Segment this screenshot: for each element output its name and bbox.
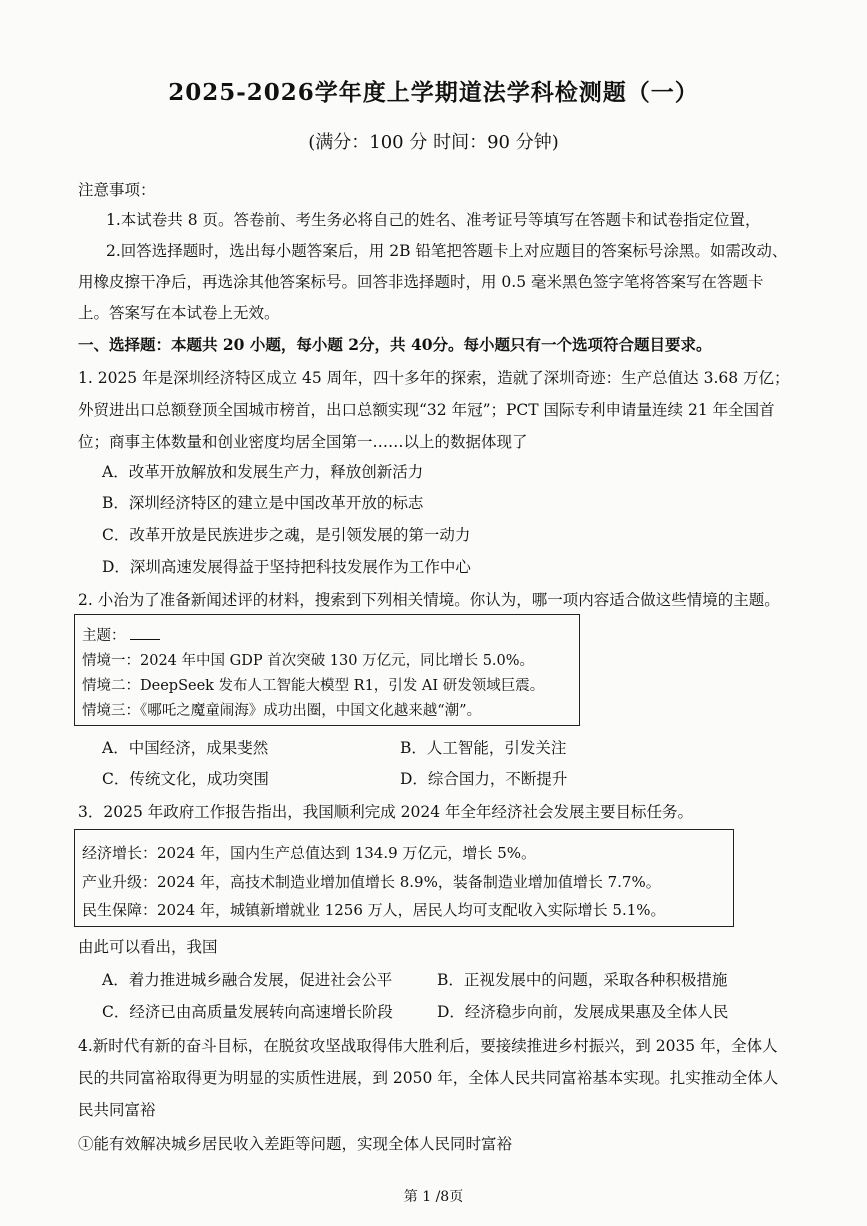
notice-item-2-line-1: 2.回答选择题时，选出每小题答案后，用 2B 铅笔把答题卡上对应题目的答案标号涂黑。如需改动、	[106, 242, 788, 260]
q4-stem-line-2: 民的共同富裕取得更为明显的实质性进展，到 2050 年，全体人民共同富裕基本实现。扎实推动全体人	[78, 1069, 779, 1087]
q2-stem: 2. 小治为了准备新闻述评的材料，搜索到下列相关情境。你认为，哪一项内容适合做这些情境的主题。	[78, 591, 780, 609]
q4-stem-line-3: 民共同富裕	[78, 1101, 156, 1119]
q1-option-a: A．改革开放解放和发展生产力，释放创新活力	[102, 463, 424, 481]
notice-item-2-line-2: 用橡皮擦干净后，再选涂其他答案标号。回答非选择题时，用 0.5 毫米黑色签字笔将答案写在答题卡	[78, 273, 764, 291]
q3-option-a: A．着力推进城乡融合发展，促进社会公平	[102, 971, 393, 989]
q3-tail: 由此可以看出，我国	[78, 938, 218, 956]
q4-stem-line-1: 4.新时代有新的奋斗目标，在脱贫攻坚战取得伟大胜利后，要接续推进乡村振兴，到 2035 年，全体人	[78, 1037, 778, 1055]
q2-option-d: D．综合国力，不断提升	[400, 770, 568, 788]
q3-data-box	[74, 829, 734, 927]
q1-option-b: B．深圳经济特区的建立是中国改革开放的标志	[102, 494, 424, 512]
q3-industrial-upgrade: 产业升级：2024 年，高技术制造业增加值增长 8.9%，装备制造业增加值增长 7.7%。	[82, 873, 661, 891]
q2-scenario-1: 情境一：2024 年中国 GDP 首次突破 130 万亿元，同比增长 5.0%。	[82, 653, 535, 669]
q3-option-d: D．经济稳步向前，发展成果惠及全体人民	[437, 1003, 729, 1021]
q2-option-b: B．人工智能，引发关注	[400, 739, 567, 757]
q3-option-b: B．正视发展中的问题，采取各种积极措施	[437, 971, 728, 989]
q2-option-c: C．传统文化，成功突围	[102, 770, 269, 788]
q3-stem: 3．2025 年政府工作报告指出，我国顺利完成 2024 年全年经济社会发展主要目标任务。	[78, 803, 694, 821]
q2-scenario-2: 情境二：DeepSeek 发布人工智能大模型 R1，引发 AI 研发领域巨震。	[82, 678, 545, 694]
q2-option-a: A．中国经济，成果斐然	[102, 739, 269, 757]
q1-stem-line-2: 外贸进出口总额登顶全国城市榜首，出口总额实现“32 年冠”；PCT 国际专利申请量连续 21 年全国首	[78, 401, 775, 419]
page-title: 2025-2026学年度上学期道法学科检测题（一）	[168, 79, 699, 106]
q2-theme-line	[82, 624, 160, 645]
q1-stem-line-1: 1. 2025 年是深圳经济特区成立 45 周年，四十多年的探索，造就了深圳奇迹：生产总值达 3.68 万亿；	[78, 369, 790, 387]
q1-stem-line-3: 位；商事主体数量和创业密度均居全国第一……以上的数据体现了	[78, 433, 528, 451]
q2-scenario-3: 情境三：《哪吒之魔童闹海》成功出圈，中国文化越来越“潮”。	[82, 703, 482, 719]
q2-theme-blank	[130, 627, 160, 640]
q1-option-c: C．改革开放是民族进步之魂，是引领发展的第一动力	[102, 526, 471, 544]
q4-statement-1: ①能有效解决城乡居民收入差距等问题，实现全体人民同时富裕	[78, 1135, 513, 1153]
page-number: 第 1 /8页	[403, 1189, 464, 1205]
q3-economic-growth: 经济增长：2024 年，国内生产总值达到 134.9 万亿元，增长 5%。	[82, 844, 536, 862]
section-1-heading: 一、选择题：本题共 20 小题，每小题 2分，共 40分。每小题只有一个选项符合题目要求。	[78, 335, 712, 354]
q3-livelihood: 民生保障：2024 年，城镇新增就业 1256 万人，居民人均可支配收入实际增长 5.1%。	[82, 901, 666, 919]
q3-option-c: C．经济已由高质量发展转向高速增长阶段	[102, 1003, 393, 1021]
q2-theme-label: 主题：	[82, 628, 126, 644]
q1-option-d: D．深圳高速发展得益于坚持把科技发展作为工作中心	[102, 558, 471, 576]
notice-item-1: 1.本试卷共 8 页。答卷前、考生务必将自己的姓名、准考证号等填写在答题卡和试卷指定位置，	[106, 211, 761, 229]
notice-heading: 注意事项：	[78, 181, 156, 199]
page-subtitle: (满分：100 分 时间：90 分钟)	[308, 132, 559, 153]
notice-item-2-line-3: 上。答案写在本试卷上无效。	[78, 304, 280, 322]
q2-scenario-box	[74, 614, 580, 726]
